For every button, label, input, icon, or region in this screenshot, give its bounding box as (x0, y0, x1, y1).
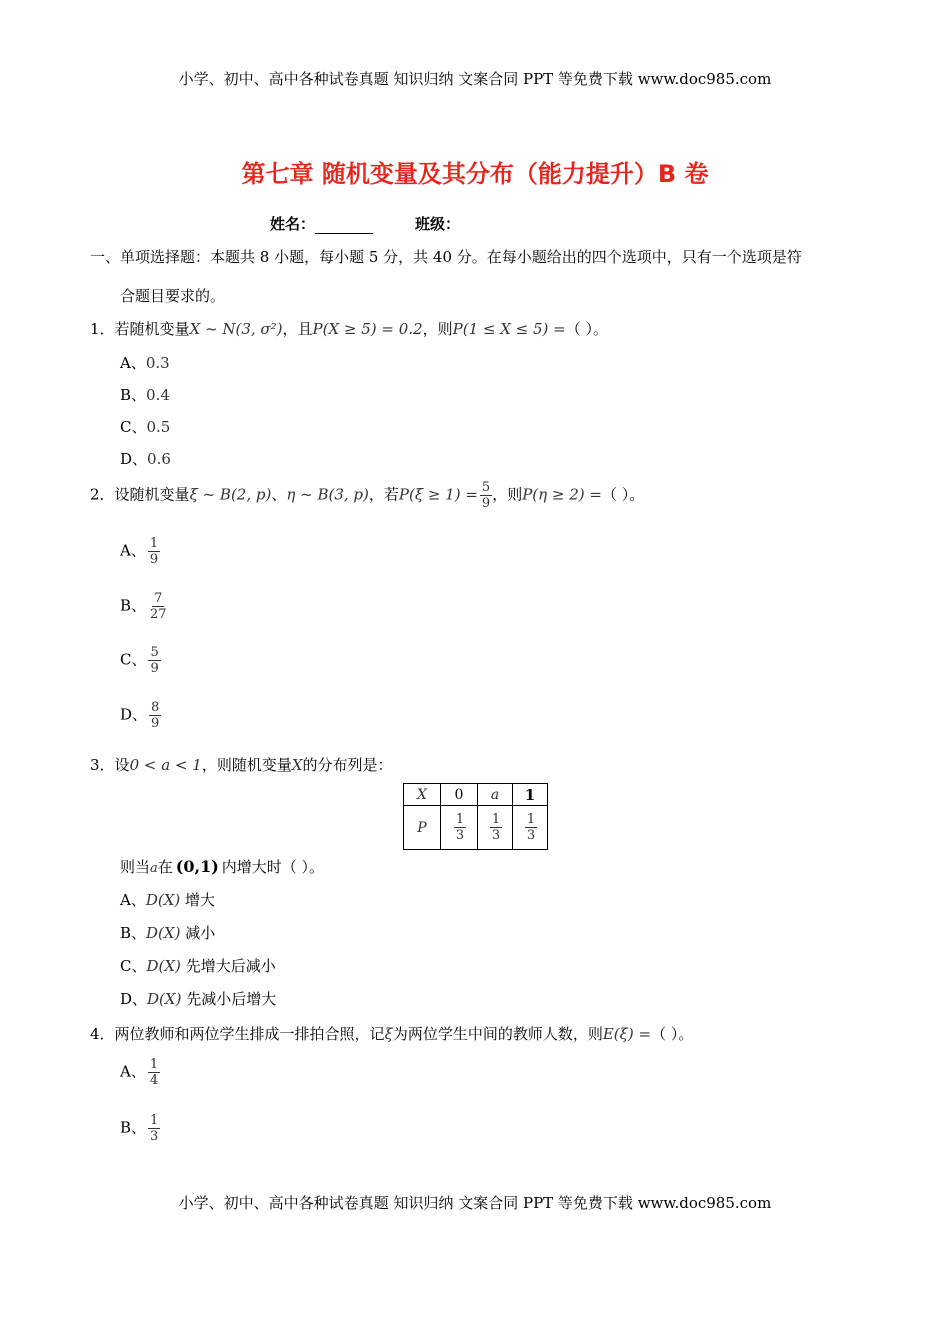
question-3 (90, 754, 393, 775)
q4-text-pre: 两位教师和两位学生排成一排拍合照，记 (114, 1025, 385, 1043)
name-blank (315, 219, 373, 234)
q2-math-xi: ξ ~ B(2, p) (189, 485, 272, 504)
table-cell: a (478, 784, 513, 806)
name-field (270, 213, 373, 234)
distribution-table (403, 783, 548, 850)
q4-option-a: A、 $\frac{1}{4}$ (120, 1057, 159, 1088)
q2-text-mid: ，若 (368, 485, 399, 504)
q2-option-d: D、 $\frac{8}{9}$ (120, 700, 160, 731)
name-label: 姓名： (270, 215, 316, 233)
q3-option-a: A、D(X) 增大 (120, 891, 216, 909)
table-cell: $\frac{1}{3}$ (441, 806, 478, 850)
q1-text-pre: 若随机变量 (114, 320, 190, 338)
q4-math-target: E(ξ) = (602, 1025, 652, 1043)
q1-option-d: D、0.6 (120, 450, 171, 468)
q3-option-c: C、D(X) 先增大后减小 (120, 957, 276, 975)
q1-text-mid: ，且 (282, 320, 313, 338)
q2-text-pre: 设随机变量 (114, 485, 190, 504)
q3-option-d: D、D(X) 先减小后增大 (120, 990, 277, 1008)
q1-option-b: B、0.4 (120, 386, 170, 404)
question-4 (90, 1023, 693, 1044)
class-label: 班级： (415, 215, 461, 233)
q1-math-target: P(1 ≤ X ≤ 5) = (452, 320, 566, 338)
section-heading-line2: 合题目要求的。 (120, 287, 226, 305)
q2-math-condition: P(ξ ≥ 1) = (398, 485, 478, 504)
q1-math-condition: P(X ≥ 5) = 0.2 (312, 320, 423, 338)
q3-math-range: 0 < a < 1 (129, 756, 202, 774)
q2-option-c: C、 $\frac{5}{9}$ (120, 645, 159, 676)
section-heading-line1: 一、单项选择题：本题共 8 小题，每小题 5 分，共 40 分。在每小题给出的四个选项中，只有一个选项是符 (90, 248, 802, 266)
question-2 (90, 480, 644, 511)
table-cell: 1 (513, 784, 548, 806)
q4-text-mid: 为两位学生中间的教师人数，则 (392, 1025, 603, 1043)
question-1 (90, 318, 608, 339)
q3-option-b: B、D(X) 减小 (120, 924, 216, 942)
q1-text-post: （ ）。 (565, 320, 609, 338)
table-row (404, 806, 548, 850)
q1-option-a: A、0.3 (120, 354, 170, 372)
q2-option-b: B、 $\frac{7}{27}$ (120, 591, 167, 622)
q1-math-distribution: X ~ N(3, σ²) (189, 320, 283, 338)
q1-number: 1． (90, 320, 115, 338)
q3-text-post: 的分布列是： (302, 756, 393, 774)
q4-math-xi: ξ (384, 1025, 393, 1043)
table-cell: 0 (441, 784, 478, 806)
table-cell: $\frac{1}{3}$ (478, 806, 513, 850)
q2-fraction: $\frac{5}{9}$ (481, 480, 491, 511)
q2-text-mid2: ，则 (492, 485, 523, 504)
q2-sep: 、 (271, 485, 287, 504)
q3-text-pre: 设 (114, 756, 130, 774)
q2-option-a: A、 $\frac{1}{9}$ (120, 536, 159, 567)
page-footer: 小学、初中、高中各种试卷真题 知识归纳 文案合同 PPT 等免费下载 www.doc985.com (178, 1194, 772, 1212)
q3-number: 3． (90, 756, 115, 774)
q2-number: 2． (90, 485, 115, 504)
q1-text-mid2: ，则 (422, 320, 453, 338)
table-cell: P (404, 806, 441, 850)
q2-math-eta: η ~ B(3, p) (286, 485, 369, 504)
q1-option-c: C、0.5 (120, 418, 171, 436)
q2-math-target: P(η ≥ 2) = (522, 485, 602, 504)
q3-math-var: X (291, 756, 303, 774)
q4-number: 4． (90, 1025, 115, 1043)
q3-follow-up: 则当a在 (0,1) 内增大时（ ）。 (120, 857, 325, 876)
table-row (404, 784, 548, 806)
page-title: 第七章 随机变量及其分布（能力提升）B 卷 (241, 160, 709, 188)
q4-option-b: B、 $\frac{1}{3}$ (120, 1113, 159, 1144)
table-cell: $\frac{1}{3}$ (513, 806, 548, 850)
q3-text-mid: ，则随机变量 (201, 756, 292, 774)
table-cell: X (404, 784, 441, 806)
q4-text-post: （ ）。 (651, 1025, 694, 1043)
page-header: 小学、初中、高中各种试卷真题 知识归纳 文案合同 PPT 等免费下载 www.doc985.com (178, 70, 772, 88)
q2-text-post: （ ）。 (602, 485, 645, 504)
